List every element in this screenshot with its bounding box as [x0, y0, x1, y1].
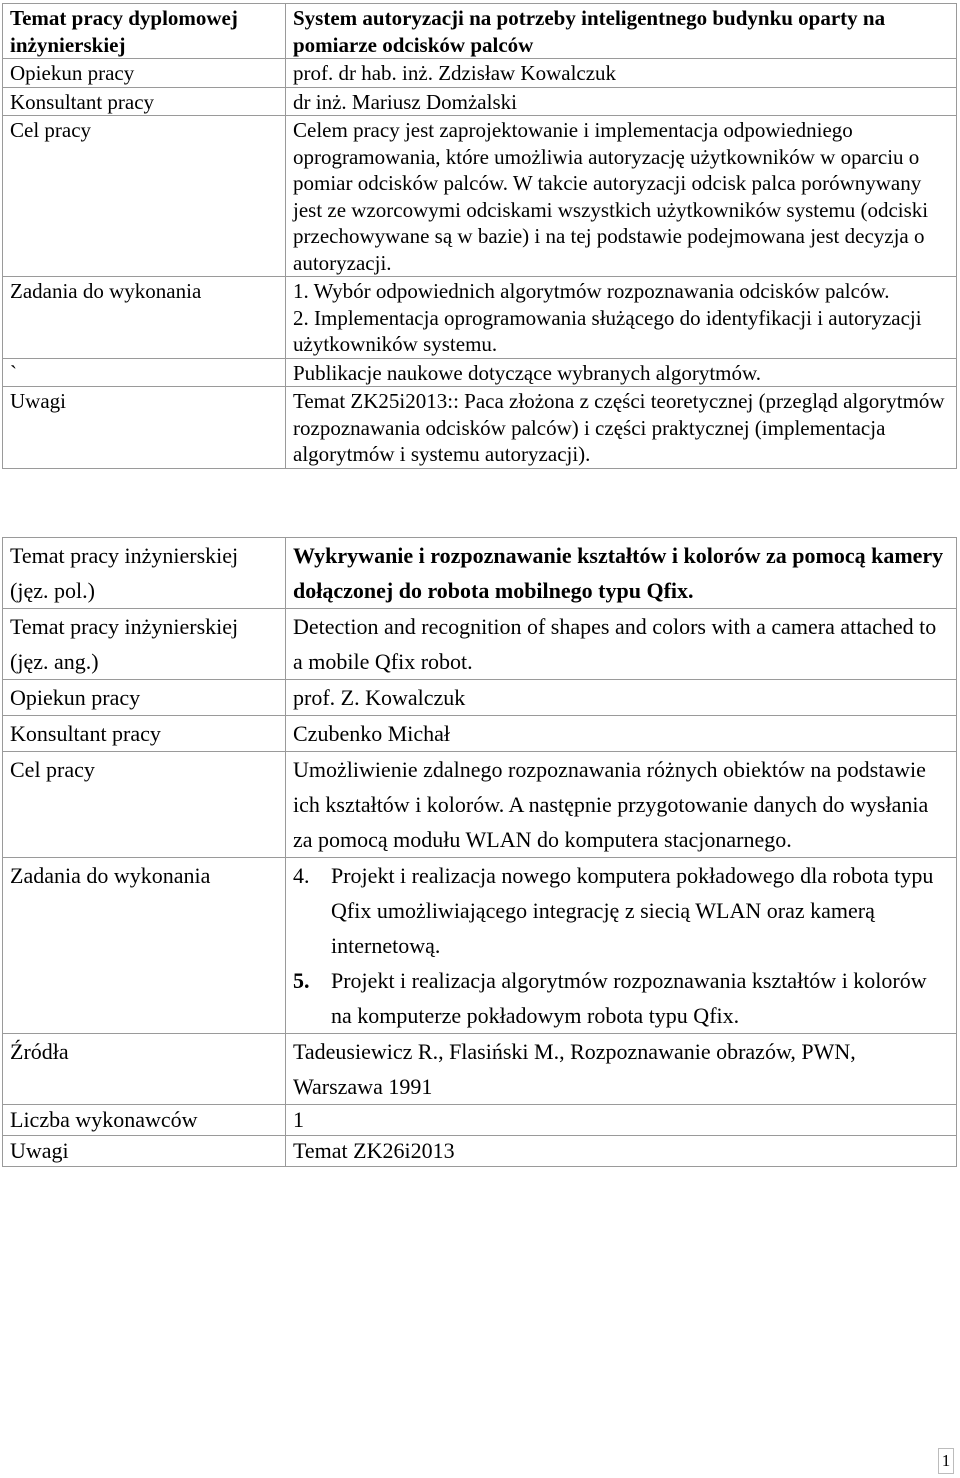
row-label: Zadania do wykonania — [3, 277, 286, 359]
row-label: Temat pracy inżynierskiej (jęz. pol.) — [3, 538, 286, 609]
row-value: dr inż. Mariusz Domżalski — [286, 87, 957, 116]
task-item — [293, 963, 949, 1033]
row-value: Umożliwienie zdalnego rozpoznawania różnych obiektów na podstawie ich kształtów i kolorów. A następnie przygotowanie danych do wysłania za pomocą modułu WLAN do komputera stacjonarnego. — [286, 752, 957, 858]
task-text: Projekt i realizacja nowego komputera pokładowego dla robota typu Qfix umożliwiającego integrację z siecią WLAN oraz kamerą internetową. — [331, 863, 934, 958]
task-text: Projekt i realizacja algorytmów rozpoznawania kształtów i kolorów na komputerze pokładowym robota typu Qfix. — [331, 968, 927, 1028]
row-label: ` — [3, 358, 286, 387]
row-label: Uwagi — [3, 387, 286, 469]
row-label: Uwagi — [3, 1136, 286, 1167]
topic-line: pomiarze odcisków palców — [293, 32, 534, 57]
row-label: Zadania do wykonania — [3, 858, 286, 1034]
row-value — [286, 277, 957, 359]
table-row — [3, 387, 957, 469]
topic-line: System autoryzacji na potrzeby inteligentnego budynku oparty na — [293, 6, 886, 30]
task-item: 1. Wybór odpowiednich algorytmów rozpoznawania odcisków palców. — [293, 279, 890, 303]
table-row — [3, 1136, 957, 1167]
table-row — [3, 538, 957, 609]
thesis-table-2 — [2, 537, 957, 1167]
row-label: Konsultant pracy — [3, 716, 286, 752]
table-row — [3, 609, 957, 680]
row-label: Cel pracy — [3, 116, 286, 277]
table-row — [3, 1105, 957, 1136]
table-row — [3, 116, 957, 277]
row-value: 1 — [286, 1105, 957, 1136]
page-number: 1 — [938, 1448, 954, 1474]
table-row — [3, 716, 957, 752]
row-value — [286, 4, 957, 59]
row-label: Opiekun pracy — [3, 680, 286, 716]
row-label: Temat pracy dyplomowej inżynierskiej — [3, 4, 286, 59]
table-row — [3, 87, 957, 116]
task-item — [293, 858, 949, 963]
task-number: 4. — [293, 863, 310, 888]
row-value — [286, 858, 957, 1034]
row-label: Cel pracy — [3, 752, 286, 858]
table-row — [3, 680, 957, 716]
row-value: Tadeusiewicz R., Flasiński M., Rozpoznawanie obrazów, PWN, Warszawa 1991 — [286, 1034, 957, 1105]
row-value: Czubenko Michał — [286, 716, 957, 752]
row-value: prof. Z. Kowalczuk — [286, 680, 957, 716]
row-label: Konsultant pracy — [3, 87, 286, 116]
row-label: Źródła — [3, 1034, 286, 1105]
row-value: prof. dr hab. inż. Zdzisław Kowalczuk — [286, 59, 957, 88]
table-row — [3, 1034, 957, 1105]
row-value: Temat ZK25i2013:: Paca złożona z części teoretycznej (przegląd algorytmów rozpoznawania odcisków palców) i części praktycznej (implementacja algorytmów i systemu autoryzacji). — [286, 387, 957, 469]
row-value: Publikacje naukowe dotyczące wybranych algorytmów. — [286, 358, 957, 387]
row-label: Liczba wykonawców — [3, 1105, 286, 1136]
thesis-table-1 — [2, 3, 957, 469]
row-value: Temat ZK26i2013 — [286, 1136, 957, 1167]
table-row — [3, 752, 957, 858]
table-row — [3, 59, 957, 88]
row-value: Celem pracy jest zaprojektowanie i implementacja odpowiedniego oprogramowania, które umożliwia autoryzację użytkowników w oparciu o pomiar odcisków palców. W takcie autoryzacji odcisk palca porównywany jest ze wzorcowymi odciskami wszystkich użytkowników systemu (odciski przechowywane są w bazie) i na tej podstawie podejmowana jest decyzja o autoryzacji. — [286, 116, 957, 277]
row-label: Opiekun pracy — [3, 59, 286, 88]
table-row — [3, 277, 957, 359]
row-label: Temat pracy inżynierskiej (jęz. ang.) — [3, 609, 286, 680]
row-value: Detection and recognition of shapes and colors with a camera attached to a mobile Qfix robot. — [286, 609, 957, 680]
task-number: 5. — [293, 968, 310, 993]
table-row — [3, 858, 957, 1034]
task-item: 2. Implementacja oprogramowania służącego do identyfikacji i autoryzacji użytkowników systemu. — [293, 305, 922, 356]
row-value: Wykrywanie i rozpoznawanie kształtów i kolorów za pomocą kamery dołączonej do robota mobilnego typu Qfix. — [286, 538, 957, 609]
table-row — [3, 358, 957, 387]
table-row — [3, 4, 957, 59]
